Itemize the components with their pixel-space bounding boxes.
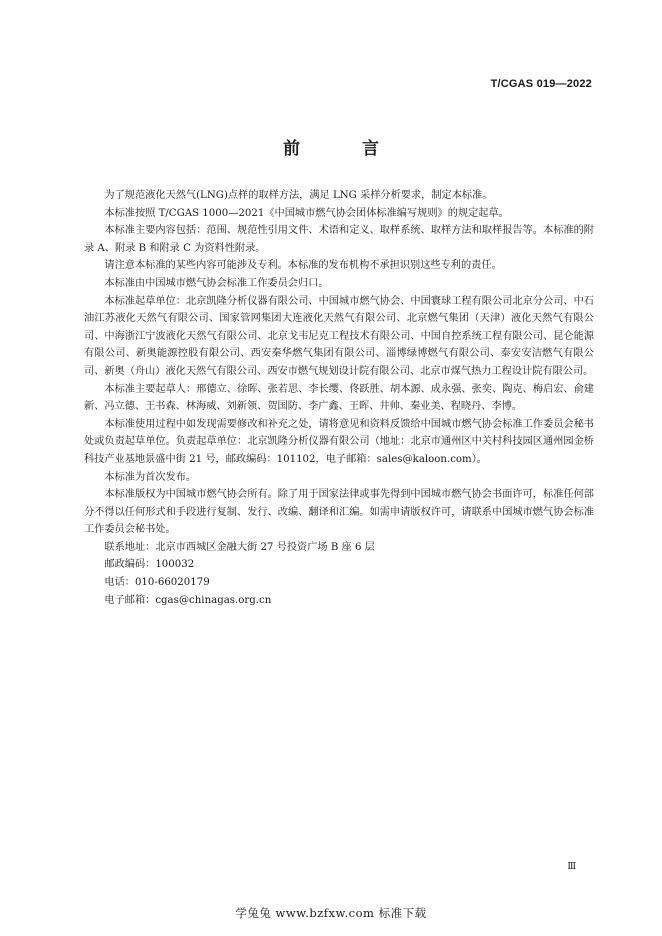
standard-code: T/CGAS 019—2022 — [490, 78, 592, 90]
page-number: Ⅲ — [567, 862, 576, 872]
paragraph-contents: 本标准主要内容包括：范围、规范性引用文件、术语和定义、取样系统、取样方法和取样报告等。本标准的附录 A、附录 B 和附录 C 为资料性附录。 — [84, 225, 594, 254]
paragraph-copyright: 本标准版权为中国城市燃气协会所有。除了用于国家法律或事先得到中国城市燃气协会书面许可，标准任何部分不得以任何形式和手段进行复制、发行、改编、翻译和汇编。如需申请版权许可，请联系中国城市燃气协会标准工作委员会秘书处。 — [84, 489, 594, 536]
contact-phone: 电话：010-66020179 — [104, 577, 210, 589]
contact-address: 联系地址：北京市西城区金融大街 27 号投资广场 B 座 6 层 — [104, 541, 375, 553]
page-title: 前 言 — [283, 139, 407, 159]
paragraph-responsible-committee: 本标准由中国城市燃气协会标准工作委员会归口。 — [104, 277, 329, 289]
paragraph-purpose: 为了规范液化天然气(LNG)点样的取样方法，满足 LNG 采样分析要求，制定本标准。 — [104, 190, 493, 201]
footer-watermark: 学兔兔 www.bzfxw.com 标准下载 — [235, 906, 427, 920]
paragraph-feedback: 本标准使用过程中如发现需要修改和补充之处，请将意见和资料反馈给中国城市燃气协会标准工作委员会秘书处或负责起草单位。负责起草单位：北京凯隆分析仪器有限公司（地址：北京市通州区中关村科技园区通州园金桥科技产业基地景盛中街 21 号，邮政编码：101102，电子邮箱：sales@kaloon.com）。 — [84, 418, 594, 465]
paragraph-drafters: 本标准主要起草人：邢德立、徐晖、张若思、李长缨、佟跃胜、胡本源、成永强、张奕、陶克、梅启宏、俞建新、冯立德、王书森、林海威、刘新领、贺国防、李广鑫、王晖、井帅、秦业美、程晓丹、李博。 — [84, 383, 594, 413]
paragraph-first-release: 本标准为首次发布。 — [104, 471, 197, 483]
paragraph-patent-notice: 请注意本标准的某些内容可能涉及专利。本标准的发布机构不承担识别这些专利的责任。 — [104, 260, 502, 272]
contact-postcode: 邮政编码：100032 — [104, 559, 195, 571]
paragraph-drafting-units: 本标准起草单位：北京凯隆分析仪器有限公司、中国城市燃气协会、中国寰球工程有限公司北京分公司、中石油江苏液化天然气有限公司、国家管网集团大连液化天然气有限公司、北京燃气集团（天津）液化天然气有限公司、中海浙江宁波液化天然气有限公司、北京戈韦尼克工程技术有限公司、中国自控系统工程有限公司、昆仑能源有限公司、新奥能源控股有限公司、西安秦华燃气集团有限公司、淄博绿博燃气有限公司、泰安安洁燃气有限公司、新奥（舟山）液化天然气有限公司、西安市燃气规划设计院有限公司、北京市煤气热力工程设计院有限公司。 — [84, 295, 594, 377]
foreword-body — [84, 187, 594, 609]
paragraph-drafting-rules: 本标准按照 T/CGAS 1000—2021《中国城市燃气协会团体标准编写规则》的规定起草。 — [104, 207, 509, 219]
contact-email: 电子邮箱：cgas@chinagas.org.cn — [104, 594, 272, 606]
